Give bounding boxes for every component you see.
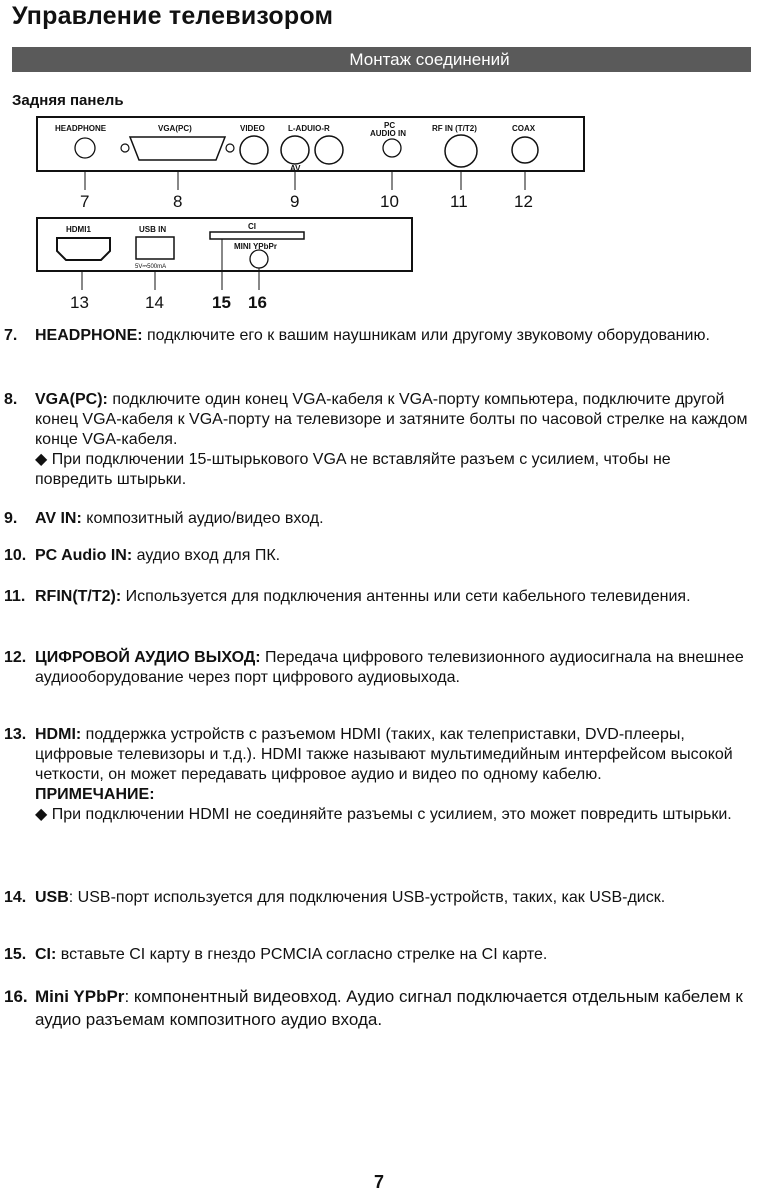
- mini-ypbpr-jack-icon: [250, 250, 268, 268]
- item-text: : компонентный видеовход. Аудио сигнал подключается отдельным кабелем к аудио разъемам композитного аудио входа.: [35, 987, 743, 1029]
- label-av: AV: [290, 164, 301, 173]
- page-title: Управление телевизором: [12, 2, 334, 30]
- section-title: Монтаж соединений: [349, 49, 510, 69]
- item-number: 7.: [4, 327, 18, 344]
- callout-10: 10: [380, 192, 399, 211]
- item-term: PC Audio IN:: [35, 547, 133, 564]
- item-number: 10.: [4, 547, 27, 564]
- item-text: подключите его к вашим наушникам или другому звуковому оборудованию.: [142, 327, 710, 344]
- list-item-pc-audio: [4, 546, 749, 566]
- audio-r-jack-icon: [315, 136, 343, 164]
- item-term: VGA(PC):: [35, 391, 108, 408]
- label-rf-in: RF IN (T/T2): [432, 124, 477, 133]
- item-text: аудио вход для ПК.: [132, 547, 281, 564]
- item-number: 16.: [4, 987, 28, 1006]
- list-item-vga: [4, 390, 749, 490]
- rf-in-connector-icon: [445, 135, 477, 167]
- callout-7: 7: [80, 192, 90, 211]
- item-term: Mini YPbPr: [35, 987, 125, 1006]
- list-item-ci: [4, 945, 749, 965]
- item-term: HEADPHONE:: [35, 327, 143, 344]
- item-term: CI:: [35, 946, 57, 963]
- item-text: поддержка устройств с разъемом HDMI (таких, как телеприставки, DVD-плееры, цифровые телевизоры и т.д.). HDMI также называют мультимедийным интерфейсом высокой четкости, он может передавать цифровое аудио и видео по одному кабелю.: [35, 726, 733, 783]
- item-number: 15.: [4, 946, 27, 963]
- page-number: 7: [374, 1172, 385, 1192]
- usb-port-icon: [136, 237, 174, 259]
- rear-panel-diagram: [0, 110, 762, 315]
- callout-12: 12: [514, 192, 533, 211]
- item-number: 8.: [4, 391, 18, 408]
- item-number: 14.: [4, 889, 27, 906]
- callout-15: 15: [212, 293, 231, 312]
- audio-l-jack-icon: [281, 136, 309, 164]
- item-text: Используется для подключения антенны или сети кабельного телевидения.: [121, 588, 691, 605]
- callout-16: 16: [248, 293, 267, 312]
- label-usb-in: USB IN: [139, 225, 167, 234]
- coax-jack-icon: [512, 137, 538, 163]
- pc-audio-jack-icon: [383, 139, 401, 157]
- item-note-title: ПРИМЕЧАНИЕ:: [35, 786, 155, 803]
- label-ci: CI: [248, 222, 256, 231]
- ci-slot-icon: [210, 232, 304, 239]
- item-text: подключите один конец VGA-кабеля к VGA-порту компьютера, подключите другой конец VGA-кабеля к VGA-порту на телевизоре и затяните болты по часовой стрелке на каждом конце VGA-кабеля.: [35, 391, 748, 448]
- label-vga: VGA(PC): [158, 124, 192, 133]
- bottom-panel-outline: [37, 218, 412, 271]
- item-warning: ◆ При подключении HDMI не соединяйте разъемы с усилием, это может повредить штырьки.: [35, 806, 732, 823]
- callout-8: 8: [173, 192, 183, 211]
- list-item-usb: [4, 888, 749, 908]
- panel-label: Задняя панель: [12, 92, 124, 109]
- vga-port-icon: [130, 137, 225, 160]
- item-text: Передача цифрового телевизионного аудиосигнала на внешнее аудиооборудование через порт цифрового аудиовыхода.: [35, 649, 744, 686]
- item-text: вставьте CI карту в гнездо PCMCIA согласно стрелке на CI карте.: [56, 946, 548, 963]
- item-number: 13.: [4, 726, 27, 743]
- item-warning: ◆ При подключении 15-штырькового VGA не вставляйте разъем с усилием, чтобы не повредить штырьки.: [35, 451, 671, 488]
- item-term: USB: [35, 889, 69, 906]
- item-term: ЦИФРОВОЙ АУДИО ВЫХОД:: [35, 649, 261, 666]
- label-hdmi1: HDMI1: [66, 225, 91, 234]
- item-text: композитный аудио/видео вход.: [81, 510, 324, 527]
- callout-14: 14: [145, 293, 164, 312]
- item-number: 11.: [4, 588, 26, 605]
- list-item-hdmi: [4, 725, 749, 825]
- list-item-headphone: [4, 326, 749, 346]
- item-term: RFIN(T/T2):: [35, 588, 122, 605]
- headphone-jack-icon: [75, 138, 95, 158]
- list-item-av-in: [4, 509, 749, 529]
- item-text: : USB-порт используется для подключения USB-устройств, таких, как USB-диск.: [68, 889, 666, 906]
- section-header: [12, 47, 751, 72]
- callout-9: 9: [290, 192, 300, 211]
- label-coax: COAX: [512, 124, 536, 133]
- label-usb-power: 5V⎓500mA: [135, 264, 167, 270]
- item-number: 12.: [4, 649, 27, 666]
- label-audio-lr: L-ADUIO-R: [288, 124, 330, 133]
- list-item-mini-ypbpr: [4, 985, 749, 1031]
- video-jack-icon: [240, 136, 268, 164]
- item-term: HDMI:: [35, 726, 82, 743]
- label-pc: PC: [384, 121, 396, 130]
- callout-11: 11: [450, 192, 468, 211]
- list-item-rf-in: [4, 587, 749, 607]
- item-term: AV IN:: [35, 510, 82, 527]
- label-video: VIDEO: [240, 124, 265, 133]
- list-item-digital-audio: [4, 648, 749, 688]
- label-mini-ypbpr: MINI YPbPr: [234, 242, 277, 251]
- hdmi-port-icon: [57, 238, 110, 260]
- label-headphone: HEADPHONE: [55, 124, 107, 133]
- label-audio-in: AUDIO IN: [370, 129, 406, 138]
- item-number: 9.: [4, 510, 18, 527]
- callout-13: 13: [70, 293, 89, 312]
